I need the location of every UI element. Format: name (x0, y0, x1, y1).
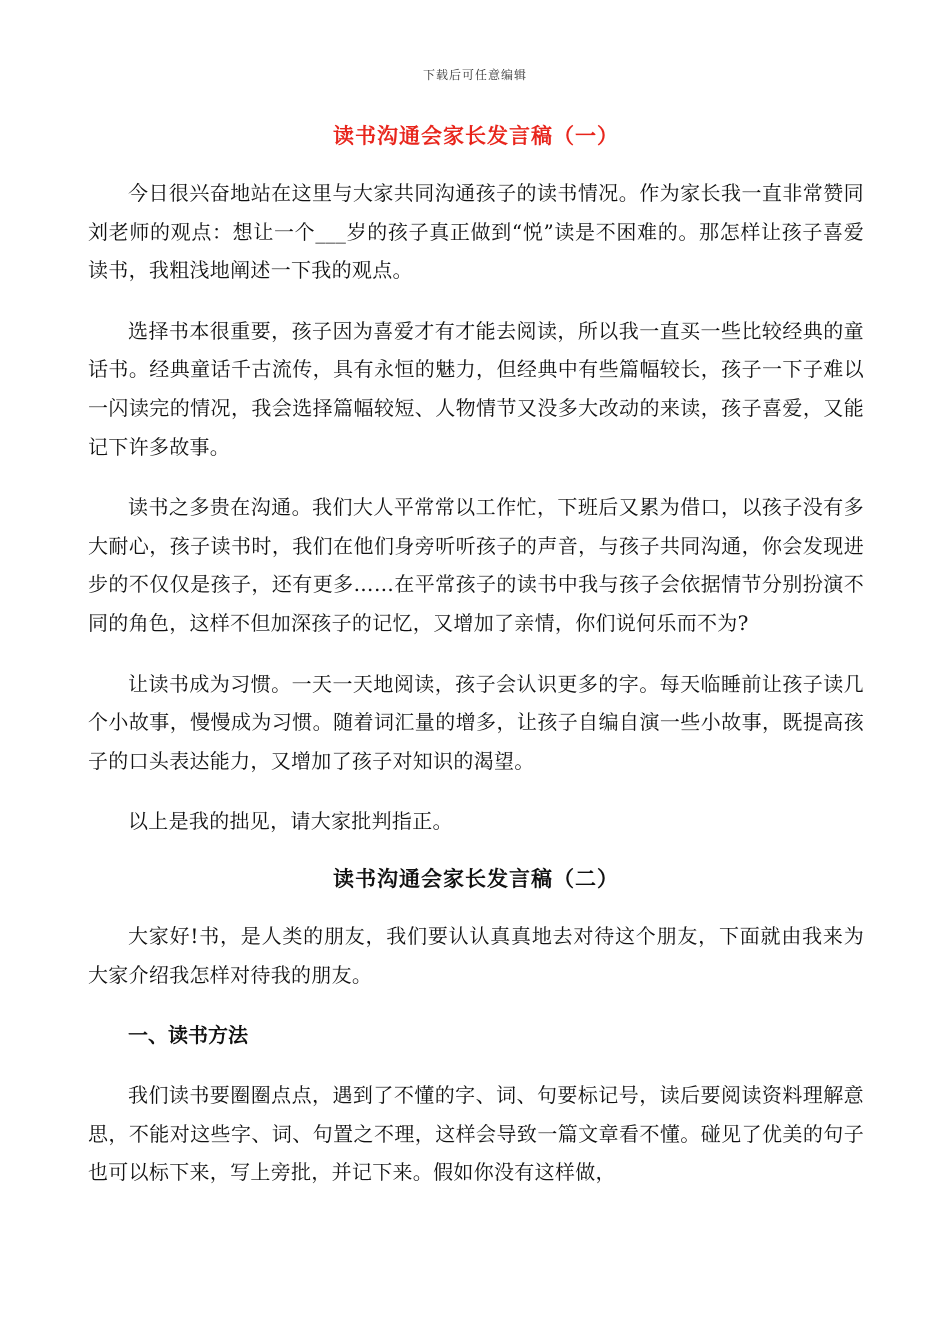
document-body (88, 118, 864, 1192)
doc1-paragraph-5: 以上是我的拙见，请大家批判指正。 (128, 809, 453, 834)
doc2-section-heading: 一、读书方法 (128, 1023, 248, 1048)
header-note: 下载后可任意编辑 (422, 68, 527, 82)
doc1-paragraph-3: 读书之多贵在沟通。我们大人平常常以工作忙，下班后又累为借口，以孩子没有多大耐心，孩子读书时，我们在他们身旁听听孩子的声音，与孩子共同沟通，你会发现进步的不仅仅是孩子，还有更多……在平常孩子的读书中我与孩子会依据情节分别扮演不同的角色，这样不但加深孩子的记忆，又增加了亲情，你们说何乐而不为? (88, 495, 864, 635)
doc2-intro-paragraph: 大家好!书，是人类的朋友，我们要认认真真地去对待这个朋友，下面就由我来为大家介绍我怎样对待我的朋友。 (88, 923, 864, 987)
doc1-paragraph-2: 选择书本很重要，孩子因为喜爱才有才能去阅读，所以我一直买一些比较经典的童话书。经典童话千古流传，具有永恒的魅力，但经典中有些篇幅较长，孩子一下子难以一闪读完的情况，我会选择篇幅较短、人物情节又没多大改动的来读，孩子喜爱，又能记下许多故事。 (88, 318, 864, 459)
doc1-paragraph-4: 让读书成为习惯。一天一天地阅读，孩子会认识更多的字。每天临睡前让孩子读几个小故事，慢慢成为习惯。随着词汇量的增多，让孩子自编自演一些小故事，既提高孩子的口头表达能力，又增加了孩子对知识的渴望。 (88, 671, 864, 773)
doc2-section-paragraph: 我们读书要圈圈点点，遇到了不懂的字、词、句要标记号，读后要阅读资料理解意思，不能对这些字、词、句置之不理，这样会导致一篇文章看不懂。碰见了优美的句子也可以标下来，写上旁批，并记下来。假如你没有这样做， (88, 1083, 864, 1185)
doc1-paragraph-1: 今日很兴奋地站在这里与大家共同沟通孩子的读书情况。作为家长我一直非常赞同刘老师的观点：想让一个___岁的孩子真正做到“悦”读是不困难的。那怎样让孩子喜爱读书，我粗浅地阐述一下我的观点。 (88, 181, 864, 283)
doc2-title: 读书沟通会家长发言稿（二） (333, 865, 619, 891)
doc1-title: 读书沟通会家长发言稿（一） (333, 123, 619, 148)
